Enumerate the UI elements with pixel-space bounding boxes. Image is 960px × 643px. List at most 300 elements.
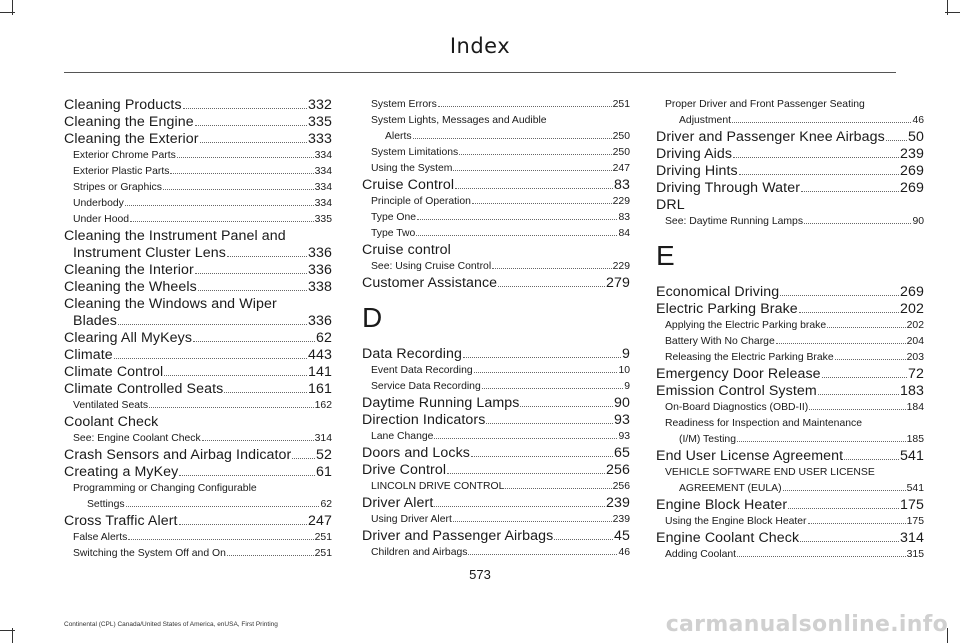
- entry-text: Event Data Recording: [371, 365, 473, 376]
- entry-text: Under Hood: [73, 214, 130, 225]
- page-ref: 93: [618, 431, 630, 442]
- index-subentry: [362, 113, 630, 145]
- entry-text: Battery With No Charge: [665, 336, 775, 347]
- index-subentry: [362, 379, 630, 395]
- dot-leader: [468, 554, 617, 555]
- index-subentry: [362, 363, 630, 379]
- index-subentry: [64, 546, 332, 562]
- entry-text: Ventilated Seats: [73, 400, 149, 411]
- entry-text: Settings: [87, 499, 125, 510]
- index-subentry: [362, 259, 630, 275]
- index-subentry: [64, 431, 332, 447]
- entry-text: DRL: [656, 197, 685, 213]
- entry-text: Proper Driver and Front Passenger Seating: [665, 99, 865, 110]
- page-ref: 72: [908, 366, 924, 382]
- dot-leader: [886, 140, 907, 141]
- dot-leader: [224, 392, 307, 393]
- page-ref: 84: [618, 228, 630, 239]
- index-entry: [64, 414, 332, 431]
- entry-text: On-Board Diagnostics (OBD-II): [665, 402, 809, 413]
- dot-leader: [472, 203, 612, 204]
- entry-text: Driver Alert: [362, 495, 434, 511]
- page-ref: 250: [612, 147, 630, 158]
- dot-leader: [788, 508, 899, 509]
- page-ref: 50: [908, 129, 924, 145]
- page-ref: 541: [900, 448, 924, 464]
- index-entry: [64, 381, 332, 398]
- entry-text: Driver and Passenger Airbags: [362, 528, 554, 544]
- dot-leader: [179, 524, 307, 525]
- entry-text: Daytime Running Lamps: [362, 395, 520, 411]
- dot-leader: [737, 556, 906, 557]
- entry-text: Principle of Operation: [371, 196, 471, 207]
- entry-text: Cleaning the Instrument Panel and: [64, 228, 286, 244]
- page-ref: 161: [308, 381, 332, 397]
- entry-text: Type Two: [371, 228, 416, 239]
- page-ref: 9: [624, 381, 630, 392]
- title-rule: [64, 72, 896, 73]
- page-ref: 269: [900, 163, 924, 179]
- index-entry: [64, 131, 332, 148]
- entry-text: Drive Control: [362, 462, 447, 478]
- entry-text: Climate: [64, 347, 113, 363]
- dot-leader: [198, 290, 307, 291]
- entry-text: Driving Through Water: [656, 180, 801, 196]
- index-entry: [64, 364, 332, 381]
- entry-text: Adding Coolant: [665, 549, 737, 560]
- index-subentry: [362, 479, 630, 495]
- page-ref: 10: [618, 365, 630, 376]
- entry-text: Cruise control: [362, 242, 451, 258]
- dot-leader: [453, 170, 611, 171]
- index-subentry: [64, 148, 332, 164]
- dot-leader: [474, 372, 618, 373]
- index-subentry: [64, 398, 332, 414]
- page-ref: 334: [314, 198, 332, 209]
- entry-text: Switching the System Off and On: [73, 548, 226, 559]
- page-ref: 62: [320, 499, 332, 510]
- entry-text: Climate Controlled Seats: [64, 381, 224, 397]
- page-ref: 83: [618, 212, 630, 223]
- entry-text: (I/M) Testing: [679, 434, 736, 445]
- index-entry: [656, 497, 924, 514]
- index-entry: [362, 495, 630, 512]
- index-entry: [656, 383, 924, 400]
- page-ref: 335: [308, 114, 332, 130]
- page-ref: 83: [614, 177, 630, 193]
- index-subentry: [362, 210, 630, 226]
- page-ref: 9: [622, 346, 630, 362]
- entry-text: Driver and Passenger Knee Airbags: [656, 129, 885, 145]
- entry-text: See: Daytime Running Lamps: [665, 216, 804, 227]
- index-subentry: [656, 97, 924, 129]
- page-ref: 336: [308, 245, 332, 261]
- dot-leader: [844, 459, 899, 460]
- dot-leader: [732, 122, 911, 123]
- entry-text: Coolant Check: [64, 414, 159, 430]
- entry-text: Service Data Recording: [371, 381, 481, 392]
- dot-leader: [434, 506, 605, 507]
- index-entry: [362, 412, 630, 429]
- page-ref: 202: [906, 320, 924, 331]
- dot-leader: [808, 523, 906, 524]
- page-ref: 256: [606, 462, 630, 478]
- page-ref: 336: [308, 262, 332, 278]
- dot-leader: [492, 268, 612, 269]
- dot-leader: [183, 108, 307, 109]
- entry-text: Cleaning the Windows and Wiper: [64, 296, 277, 312]
- dot-leader: [801, 191, 899, 192]
- dot-leader: [125, 205, 314, 206]
- entry-text: Stripes or Graphics: [73, 182, 162, 193]
- entry-text: Exterior Chrome Parts: [73, 150, 176, 161]
- entry-text: Electric Parking Brake: [656, 301, 798, 317]
- index-entry: [656, 129, 924, 146]
- page-ref: 541: [906, 483, 924, 494]
- dot-leader: [498, 286, 605, 287]
- index-subentry: [656, 214, 924, 230]
- dot-leader: [800, 541, 899, 542]
- page-ref: 332: [308, 97, 332, 113]
- entry-text: Cleaning the Exterior: [64, 131, 199, 147]
- index-subentry: [64, 196, 332, 212]
- dot-leader: [416, 235, 617, 236]
- page-ref: 279: [606, 275, 630, 291]
- index-entry: [362, 528, 630, 545]
- index-entry: [64, 296, 332, 330]
- entry-text: E: [656, 240, 675, 271]
- dot-leader: [193, 341, 315, 342]
- index-subentry: [656, 350, 924, 366]
- page-ref: 162: [314, 400, 332, 411]
- dot-leader: [170, 173, 313, 174]
- index-entry: [656, 163, 924, 180]
- page-ref: 45: [614, 528, 630, 544]
- index-entry: [64, 279, 332, 296]
- page-ref: 269: [900, 284, 924, 300]
- dot-leader: [737, 441, 906, 442]
- page-ref: 269: [900, 180, 924, 196]
- index-subentry: [362, 161, 630, 177]
- index-entry: [656, 284, 924, 301]
- page-ref: 62: [316, 330, 332, 346]
- entry-text: VEHICLE SOFTWARE END USER LICENSE: [665, 467, 875, 478]
- entry-text: Cross Traffic Alert: [64, 513, 178, 529]
- dot-leader: [780, 295, 899, 296]
- page-ref: 46: [912, 115, 924, 126]
- dot-leader: [195, 125, 307, 126]
- dot-leader: [827, 327, 906, 328]
- page-ref: 229: [612, 196, 630, 207]
- entry-text: False Alerts: [73, 532, 128, 543]
- dot-leader: [739, 174, 899, 175]
- index-entry: [64, 330, 332, 347]
- page-ref: 202: [900, 301, 924, 317]
- dot-leader: [486, 423, 613, 424]
- dot-leader: [114, 358, 307, 359]
- entry-text: System Lights, Messages and Audible: [371, 115, 547, 126]
- dot-leader: [482, 388, 623, 389]
- index-entry: [64, 262, 332, 279]
- dot-leader: [438, 106, 612, 107]
- crop-mark-top-right-h: [945, 12, 960, 13]
- index-entry: [64, 447, 332, 464]
- dot-leader: [733, 157, 899, 158]
- dot-leader: [163, 189, 314, 190]
- index-subentry: [64, 481, 332, 513]
- index-entry: [656, 180, 924, 197]
- index-subentry: [362, 145, 630, 161]
- index-subentry: [656, 514, 924, 530]
- index-subentry: [362, 97, 630, 113]
- dot-leader: [149, 407, 314, 408]
- dot-leader: [292, 458, 315, 459]
- crop-mark-top-left-h: [0, 12, 15, 13]
- dot-leader: [835, 359, 906, 360]
- entry-text: Underbody: [73, 198, 124, 209]
- page-ref: 314: [900, 530, 924, 546]
- index-entry: [64, 513, 332, 530]
- entry-text: Economical Driving: [656, 284, 780, 300]
- page-ref: 239: [606, 495, 630, 511]
- entry-text: Using Driver Alert: [371, 514, 452, 525]
- entry-text: Direction Indicators: [362, 412, 486, 428]
- entry-text: System Limitations: [371, 147, 459, 158]
- index-entry: [656, 301, 924, 318]
- page-ref: 204: [906, 336, 924, 347]
- dot-leader: [804, 223, 911, 224]
- page-ref: 184: [906, 402, 924, 413]
- page-title: Index: [449, 34, 511, 58]
- dot-leader: [177, 157, 314, 158]
- index-entry: [362, 242, 630, 259]
- index-entry: [64, 97, 332, 114]
- entry-text: Engine Block Heater: [656, 497, 788, 513]
- section-letter: [656, 240, 924, 272]
- entry-text: Releasing the Electric Parking Brake: [665, 352, 834, 363]
- dot-leader: [413, 138, 612, 139]
- page-ref: 175: [906, 516, 924, 527]
- page-number: 573: [469, 567, 491, 582]
- index-subentry: [362, 512, 630, 528]
- page-ref: 52: [316, 447, 332, 463]
- entry-text: Readiness for Inspection and Maintenance: [665, 418, 862, 429]
- page-ref: 90: [912, 216, 924, 227]
- index-subentry: [362, 429, 630, 445]
- entry-text: Using the System: [371, 163, 453, 174]
- dot-leader: [126, 506, 320, 507]
- entry-text: Alerts: [385, 131, 412, 142]
- page-ref: 203: [906, 352, 924, 363]
- entry-text: Climate Control: [64, 364, 164, 380]
- entry-text: Exterior Plastic Parts: [73, 166, 170, 177]
- entry-text: Type One: [371, 212, 417, 223]
- page-ref: 183: [900, 383, 924, 399]
- dot-leader: [128, 539, 313, 540]
- index-subentry: [362, 545, 630, 561]
- dot-leader: [776, 343, 906, 344]
- index-entry: [656, 448, 924, 465]
- section-letter: [362, 302, 630, 334]
- index-entry: [362, 445, 630, 462]
- page-ref: 336: [308, 313, 332, 329]
- dot-leader: [179, 475, 315, 476]
- page-ref: 61: [316, 464, 332, 480]
- page-ref: 185: [906, 434, 924, 445]
- page-ref: 247: [308, 513, 332, 529]
- dot-leader: [164, 375, 307, 376]
- entry-text: Clearing All MyKeys: [64, 330, 193, 346]
- page-ref: 251: [314, 548, 332, 559]
- index-subentry: [64, 212, 332, 228]
- entry-text: Applying the Electric Parking brake: [665, 320, 827, 331]
- entry-text: Adjustment: [679, 115, 731, 126]
- dot-leader: [200, 142, 307, 143]
- index-entry: [362, 275, 630, 292]
- index-entry: [362, 395, 630, 412]
- entry-text: System Errors: [371, 99, 437, 110]
- page-ref: 334: [314, 166, 332, 177]
- page-ref: 250: [612, 131, 630, 142]
- entry-text: Driving Hints: [656, 163, 738, 179]
- dot-leader: [227, 256, 307, 257]
- entry-text: Engine Coolant Check: [656, 530, 800, 546]
- entry-text: Lane Change: [371, 431, 434, 442]
- dot-leader: [799, 312, 899, 313]
- entry-text: Emergency Door Release: [656, 366, 821, 382]
- entry-text: Customer Assistance: [362, 275, 498, 291]
- page-ref: 175: [900, 497, 924, 513]
- page-ref: 229: [612, 261, 630, 272]
- dot-leader: [822, 377, 907, 378]
- page-ref: 334: [314, 150, 332, 161]
- page-ref: 338: [308, 279, 332, 295]
- index-subentry: [64, 164, 332, 180]
- entry-text: Cruise Control: [362, 177, 455, 193]
- entry-text: D: [362, 302, 383, 333]
- entry-text: Using the Engine Block Heater: [665, 516, 807, 527]
- index-subentry: [362, 194, 630, 210]
- page-ref: 251: [314, 532, 332, 543]
- page-ref: 46: [618, 547, 630, 558]
- entry-text: End User License Agreement: [656, 448, 844, 464]
- index-entry: [362, 177, 630, 194]
- page-ref: 93: [614, 412, 630, 428]
- page-ref: 90: [614, 395, 630, 411]
- index-entry: [362, 346, 630, 363]
- dot-leader: [809, 409, 905, 410]
- edition-footer: Continental (CPL) Canada/United States of America, enUSA, First Printing: [64, 621, 278, 628]
- index-column-2: [362, 97, 630, 561]
- page-ref: 335: [314, 214, 332, 225]
- dot-leader: [447, 473, 605, 474]
- entry-text: Data Recording: [362, 346, 462, 362]
- page-ref: 333: [308, 131, 332, 147]
- index-subentry: [656, 400, 924, 416]
- entry-text: AGREEMENT (EULA): [679, 483, 782, 494]
- index-subentry: [656, 547, 924, 563]
- crop-mark-bottom-left-h: [0, 630, 15, 631]
- entry-text: Instrument Cluster Lens: [73, 245, 226, 261]
- dot-leader: [455, 188, 613, 189]
- page-ref: 239: [612, 514, 630, 525]
- dot-leader: [130, 221, 314, 222]
- index-subentry: [656, 465, 924, 497]
- dot-leader: [463, 357, 621, 358]
- page-ref: 251: [612, 99, 630, 110]
- index-entry: [656, 366, 924, 383]
- dot-leader: [818, 394, 899, 395]
- watermark-logo: carmanualsonline.info: [665, 612, 948, 637]
- index-subentry: [64, 530, 332, 546]
- page-ref: 239: [900, 146, 924, 162]
- entry-text: See: Engine Coolant Check: [73, 433, 201, 444]
- entry-text: Cleaning the Wheels: [64, 279, 197, 295]
- index-subentry: [656, 318, 924, 334]
- index-subentry: [656, 416, 924, 448]
- entry-text: Driving Aids: [656, 146, 733, 162]
- index-subentry: [656, 334, 924, 350]
- page-ref: 334: [314, 182, 332, 193]
- dot-leader: [459, 154, 611, 155]
- entry-text: Creating a MyKey: [64, 464, 179, 480]
- dot-leader: [118, 324, 307, 325]
- dot-leader: [195, 273, 307, 274]
- page-ref: 247: [612, 163, 630, 174]
- entry-text: Cleaning Products: [64, 97, 182, 113]
- entry-text: Blades: [73, 313, 117, 329]
- index-column-3: [656, 97, 924, 563]
- dot-leader: [554, 539, 613, 540]
- dot-leader: [783, 490, 906, 491]
- index-subentry: [362, 226, 630, 242]
- index-entry: [64, 114, 332, 131]
- dot-leader: [505, 488, 611, 489]
- page-ref: 315: [906, 549, 924, 560]
- dot-leader: [471, 456, 613, 457]
- index-entry: [656, 530, 924, 547]
- index-entry: [362, 462, 630, 479]
- entry-text: Doors and Locks: [362, 445, 470, 461]
- entry-text: Programming or Changing Configurable: [73, 483, 257, 494]
- index-subentry: [64, 180, 332, 196]
- index-entry: [64, 228, 332, 262]
- dot-leader: [520, 406, 613, 407]
- entry-text: LINCOLN DRIVE CONTROL: [371, 481, 505, 492]
- entry-text: Cleaning the Engine: [64, 114, 194, 130]
- index-entry: [656, 146, 924, 163]
- page-ref: 314: [314, 433, 332, 444]
- dot-leader: [202, 440, 314, 441]
- page-ref: 256: [612, 481, 630, 492]
- index-entry: [656, 197, 924, 214]
- dot-leader: [227, 555, 314, 556]
- page-ref: 141: [308, 364, 332, 380]
- entry-text: Cleaning the Interior: [64, 262, 194, 278]
- page-ref: 443: [308, 347, 332, 363]
- page-ref: 65: [614, 445, 630, 461]
- entry-text: Emission Control System: [656, 383, 817, 399]
- entry-text: See: Using Cruise Control: [371, 261, 492, 272]
- entry-text: Children and Airbags: [371, 547, 468, 558]
- entry-text: Crash Sensors and Airbag Indicator: [64, 447, 292, 463]
- index-column-1: [64, 97, 332, 562]
- dot-leader: [417, 219, 617, 220]
- dot-leader: [453, 521, 612, 522]
- index-entry: [64, 464, 332, 481]
- index-entry: [64, 347, 332, 364]
- dot-leader: [434, 438, 617, 439]
